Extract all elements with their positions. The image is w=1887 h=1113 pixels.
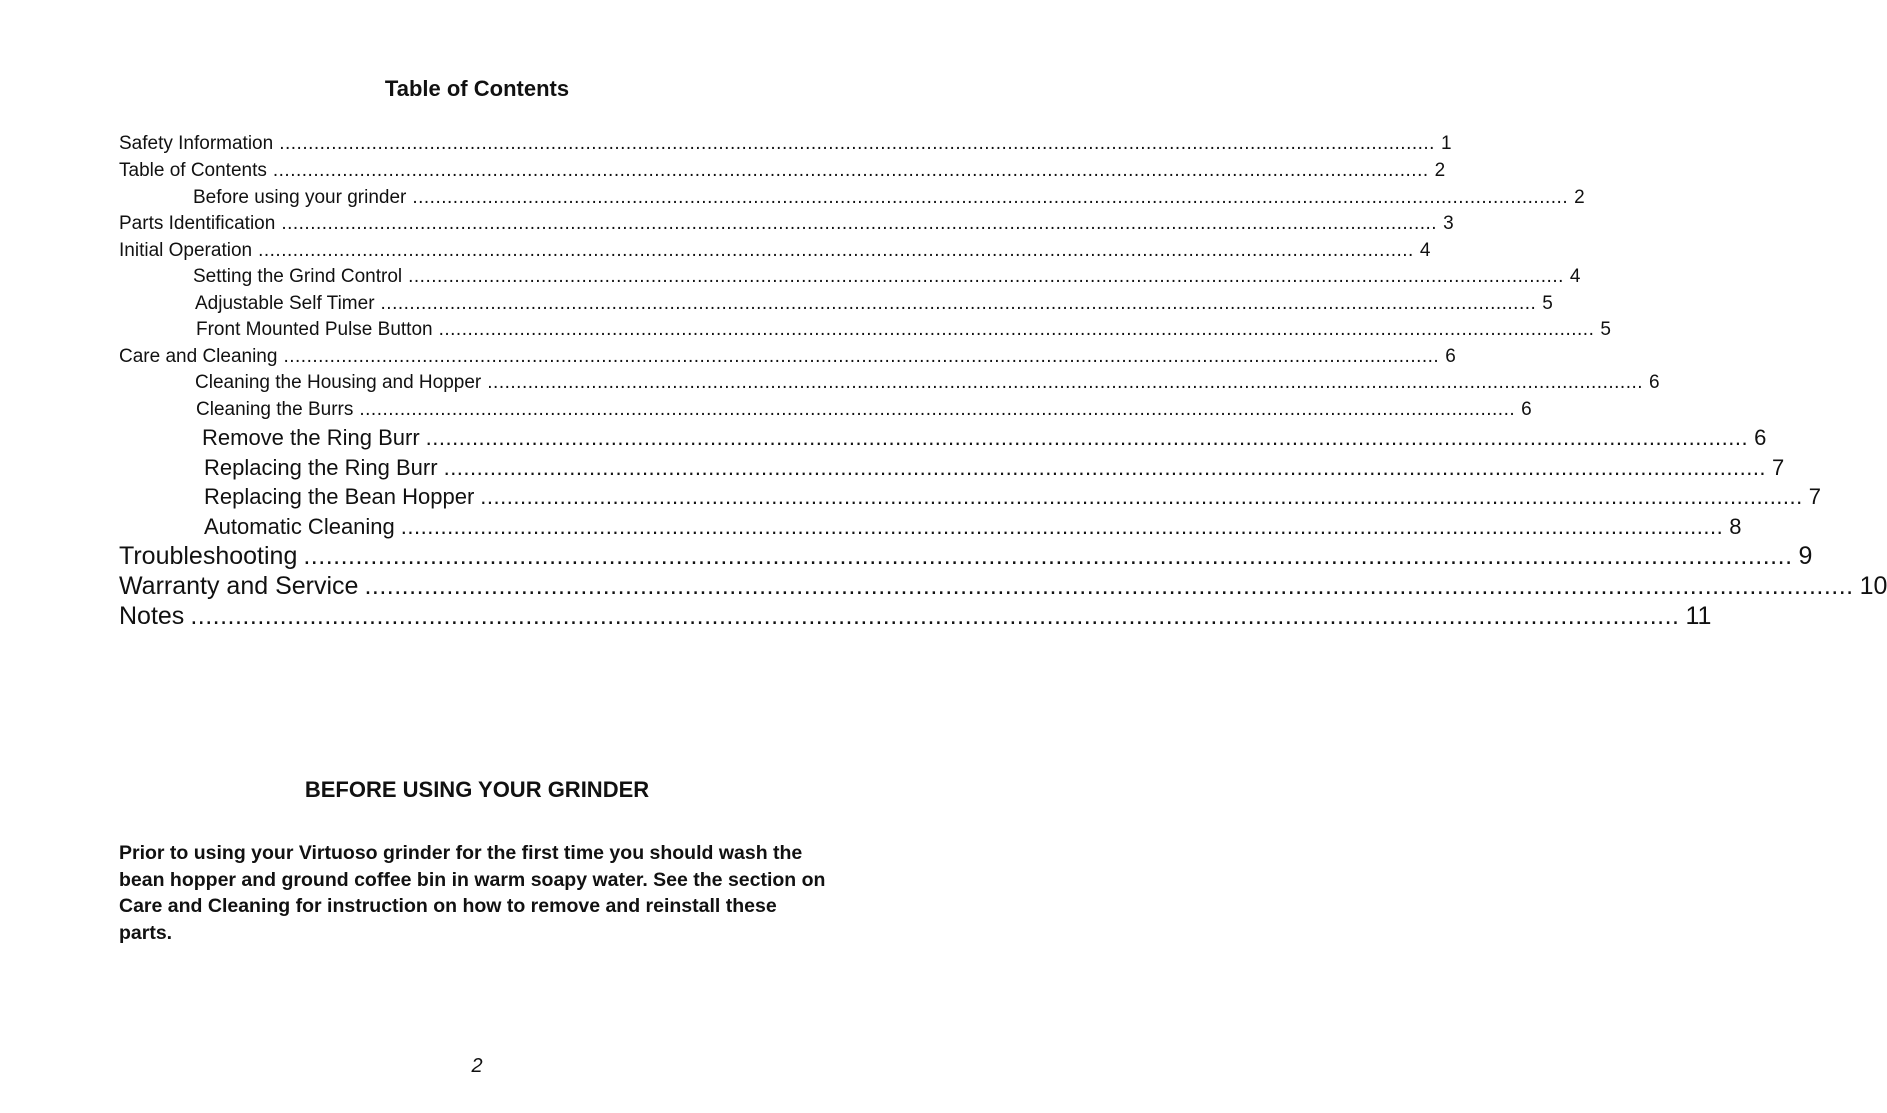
toc-entry-label: Automatic Cleaning — [204, 514, 395, 539]
toc-entry-initial-operation — [119, 238, 1431, 264]
toc-entry-label: Notes — [119, 602, 185, 630]
toc-entry-table-of-contents — [119, 158, 1446, 184]
toc-entry-page: 1 — [1440, 133, 1452, 154]
toc-entry-label: Setting the Grind Control — [193, 266, 403, 287]
toc-entry-remove-ring-burr — [202, 423, 1767, 453]
dot-leader: ........................................................................................................................................................................................................ — [359, 399, 1516, 420]
toc-entry-label: Cleaning the Housing and Hopper — [195, 372, 482, 393]
toc-entry-page: 2 — [1574, 187, 1585, 208]
section-heading: BEFORE USING YOUR GRINDER — [304, 777, 650, 802]
dot-leader: ........................................................................................................................................................................................................ — [258, 240, 1414, 261]
toc-entry-safety-information — [119, 131, 1452, 157]
toc-title: Table of Contents — [384, 76, 570, 101]
toc-entry-housing-hopper — [195, 370, 1660, 396]
toc-entry-label: Initial Operation — [119, 240, 253, 261]
toc-entry-label: Parts Identification — [119, 213, 276, 234]
dot-leader: ........................................................................................................................................................................................................ — [425, 425, 1749, 450]
toc-entry-warranty-service — [119, 571, 1887, 601]
dot-leader: ........................................................................................................................................................................................................ — [303, 542, 1793, 570]
dot-leader: ........................................................................................................................................................................................................ — [480, 484, 1803, 509]
dot-leader: ........................................................................................................................................................................................................ — [279, 133, 1435, 154]
toc-entry-label: Adjustable Self Timer — [195, 293, 375, 314]
toc-entry-label: Safety Information — [119, 133, 274, 154]
toc-entry-label: Remove the Ring Burr — [202, 425, 420, 450]
toc-entry-label: Warranty and Service — [119, 572, 359, 600]
toc-entry-page: 5 — [1600, 319, 1611, 340]
toc-entry-page: 4 — [1419, 240, 1431, 261]
page-number: 2 — [471, 1055, 483, 1077]
toc-entry-page: 6 — [1649, 372, 1660, 393]
toc-entry-page: 7 — [1772, 455, 1785, 480]
toc-entry-automatic-cleaning — [204, 512, 1742, 542]
toc-entry-page: 11 — [1685, 602, 1712, 630]
dot-leader: ........................................................................................................................................................................................................ — [400, 514, 1724, 539]
section-body: Prior to using your Virtuoso grinder for the first time you should wash the bean hopper and ground coffee bin in warm soapy water. See the section on Care and Cleaning for instruction on how to remove and reinstall these parts. — [119, 842, 826, 944]
dot-leader: ........................................................................................................................................................................................................ — [412, 187, 1569, 208]
toc-entry-page: 8 — [1729, 514, 1742, 539]
dot-leader: ........................................................................................................................................................................................................ — [364, 572, 1854, 600]
toc-entry-care-cleaning — [119, 344, 1456, 370]
toc-entry-page: 2 — [1434, 160, 1446, 181]
dot-leader: ........................................................................................................................................................................................................ — [408, 266, 1564, 287]
toc-entry-parts-identification — [119, 211, 1454, 237]
toc-entry-cleaning-burrs — [196, 397, 1532, 423]
toc-entry-page: 5 — [1542, 293, 1553, 314]
toc-entry-label: Care and Cleaning — [119, 346, 278, 367]
toc-entry-page: 9 — [1798, 542, 1813, 570]
toc-entry-pulse-button — [196, 317, 1611, 343]
toc-entry-label: Cleaning the Burrs — [196, 399, 354, 420]
dot-leader: ........................................................................................................................................................................................................ — [283, 346, 1440, 367]
toc-entry-page: 3 — [1443, 213, 1454, 234]
toc-entry-label: Before using your grinder — [193, 187, 407, 208]
toc-entry-page: 6 — [1754, 425, 1767, 450]
toc-entry-label: Table of Contents — [119, 160, 267, 181]
toc-entry-notes — [119, 601, 1712, 631]
dot-leader: ........................................................................................................................................................................................................ — [190, 602, 1680, 630]
toc-entry-replacing-ring-burr — [204, 453, 1785, 483]
toc-entry-page: 6 — [1445, 346, 1456, 367]
toc-entry-page: 10 — [1859, 572, 1887, 600]
toc-entry-self-timer — [195, 291, 1553, 317]
dot-leader: ........................................................................................................................................................................................................ — [272, 160, 1429, 181]
toc-entry-replacing-bean-hopper — [204, 482, 1822, 512]
dot-leader: ........................................................................................................................................................................................................ — [380, 293, 1537, 314]
toc-entry-page: 4 — [1569, 266, 1581, 287]
toc-entry-page: 6 — [1521, 399, 1532, 420]
toc-entry-label: Replacing the Ring Burr — [204, 455, 438, 480]
dot-leader: ........................................................................................................................................................................................................ — [438, 319, 1595, 340]
toc-entry-label: Replacing the Bean Hopper — [204, 484, 475, 509]
dot-leader: ........................................................................................................................................................................................................ — [281, 213, 1438, 234]
toc-entry-grind-control — [193, 264, 1581, 290]
toc-entry-before-using — [193, 185, 1585, 211]
toc-entry-label: Troubleshooting — [119, 542, 298, 570]
toc-entry-label: Front Mounted Pulse Button — [196, 319, 433, 340]
toc-entry-page: 7 — [1808, 484, 1822, 509]
toc-entry-troubleshooting — [119, 541, 1813, 571]
dot-leader: ........................................................................................................................................................................................................ — [487, 372, 1644, 393]
dot-leader: ........................................................................................................................................................................................................ — [443, 455, 1767, 480]
